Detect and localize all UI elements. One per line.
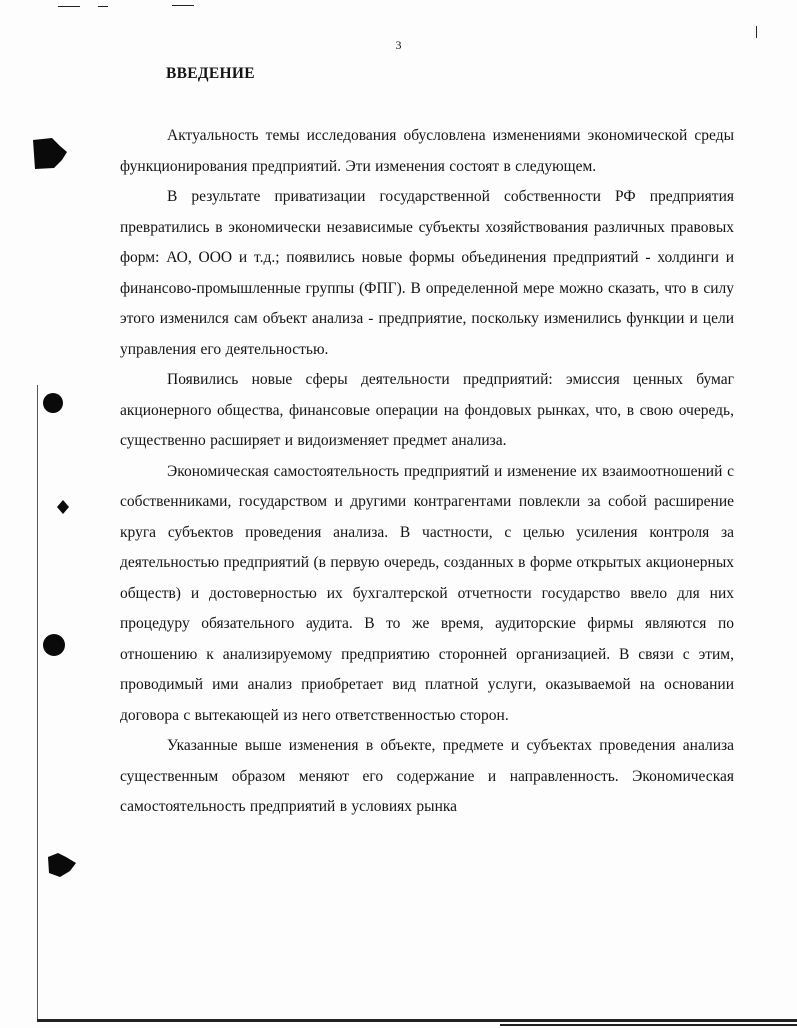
scan-artifact-top-left: [58, 6, 80, 7]
paragraph-changes-summary: Указанные выше изменения в объекте, предмете и субъектах проведения анализа существенным образом меняют его содержание и направленность. Экономическая самостоятельность предприятий в условиях рынка: [120, 737, 734, 815]
binder-hole-mark-3: [56, 499, 70, 515]
paragraph-independence-audit: Экономическая самостоятельность предприятий и изменение их взаимоотношений с собственниками, государством и другими контрагентами повлекли за собой расширение круга субъектов проведения анализа. В частности, с целью усиления контроля за деятельностью предприятий (в первую очередь, созданных в форме открытых акционерных обществ) и достоверностью их бухгалтерской отчетности государство ввело для них процедуру обязательного аудита. В то же время, аудиторские фирмы являются по отношению к анализируемому предприятию сторонней организацией. В связи с этим, проводимый ими анализ приобретает вид платной услуги, оказываемой на основании договора с вытекающей из него ответственностью сторон.: [120, 462, 734, 724]
scan-artifact-bottom-edge: [37, 1019, 797, 1022]
scan-artifact-left-edge: [37, 385, 38, 1020]
binder-hole-mark-4: [42, 633, 66, 657]
paragraph-new-spheres: Появились новые сферы деятельности предприятий: эмиссия ценных бумаг акционерного общества, финансовые операции на фондовых рынках, что, в свою очередь, существенно расширяет и видоизменяет предмет анализа.: [120, 371, 734, 449]
binder-hole-mark-2: [42, 392, 64, 414]
paragraph-privatization: В результате приватизации государственной собственности РФ предприятия превратились в экономически независимые субъекты хозяйствования различных правовых форм: АО, ООО и т.д.; появились новые формы объединения предприятий - холдинги и финансово-промышленные группы (ФПГ). В определенной мере можно сказать, что в силу этого изменился сам объект анализа - предприятие, поскольку изменились функции и цели управления его деятельностью.: [120, 188, 734, 358]
scan-artifact-top-right: [172, 5, 194, 6]
page-number: 3: [395, 38, 402, 52]
scan-artifact-bottom-edge-thin: [500, 1024, 797, 1026]
binder-hole-mark-5: [44, 851, 78, 879]
scan-artifact-right-tick: [756, 26, 757, 38]
scan-artifact-top-mid: [98, 6, 108, 7]
paragraph-relevance: Актуальность темы исследования обусловлена изменениями экономической среды функционирования предприятий. Эти изменения состоят в следующем.: [120, 127, 734, 175]
body-text: [120, 121, 734, 823]
binder-hole-mark-1: [30, 136, 70, 172]
section-heading: ВВЕДЕНИЕ: [166, 65, 255, 82]
